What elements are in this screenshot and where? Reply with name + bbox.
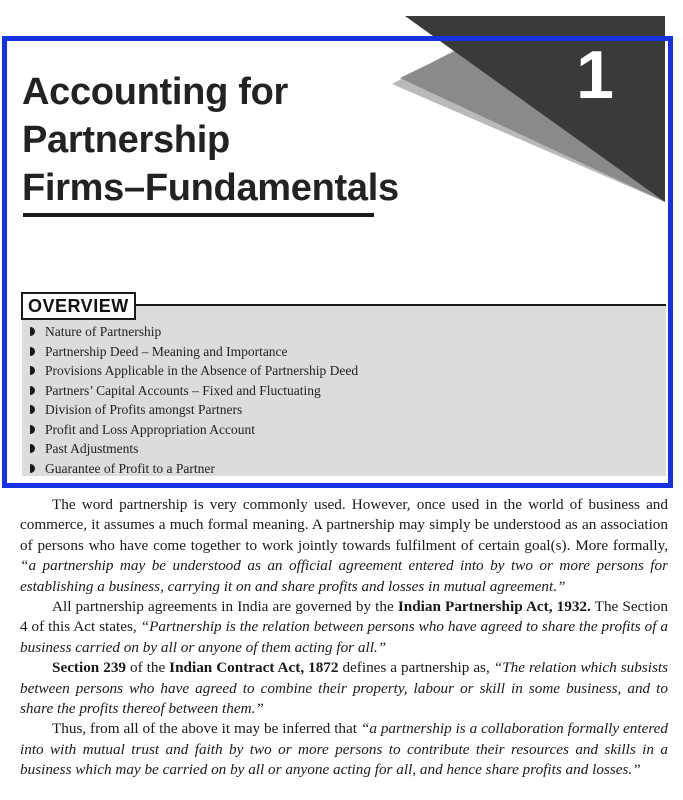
overview-item-label: Profit and Loss Appropriation Account xyxy=(45,421,255,437)
paragraph-text: The Section 4 of this Act states, xyxy=(20,598,668,636)
bullet-icon xyxy=(30,405,35,414)
paragraph xyxy=(20,658,668,719)
bullet-icon xyxy=(30,464,35,473)
paragraph-text: The word partnership is very commonly used. However, once used in the world of business and commerce, it assumes a much formal meaning. A partnership may simply be understood as an association of persons who have come together to work jointly towards fulfilment of certain goal(s). More formally, xyxy=(20,496,668,554)
definition-quote: “a partnership is a collaboration formally entered into with mutual trust and faith by two or more persons to contribute their resources and skills in a business which may be carried on by all or anyone acting for all, and hence share profits and losses.” xyxy=(20,720,668,779)
chapter-title-line: Firms–Fundamentals xyxy=(22,167,399,209)
overview-item xyxy=(30,400,358,420)
definition-quote: “a partnership may be understood as an official agreement entered into by two or more persons for establishing a business, carrying it on and share profits and losses in mutual agreement.” xyxy=(20,557,668,595)
paragraph xyxy=(20,495,668,597)
overview-item-label: Nature of Partnership xyxy=(45,324,162,339)
chapter-title-line: Partnership xyxy=(22,119,230,161)
overview-list xyxy=(30,322,358,478)
overview-item xyxy=(30,439,358,459)
act-name: Indian Contract Act, 1872 xyxy=(169,659,339,677)
bullet-icon xyxy=(30,366,35,375)
overview-item-label: Division of Profits amongst Partners xyxy=(45,402,243,417)
overview-item xyxy=(30,361,358,381)
paragraph-text: Thus, from all of the above it may be inferred that xyxy=(52,720,361,738)
bullet-icon xyxy=(30,386,35,395)
overview-item xyxy=(30,342,358,362)
overview-item-label: Partnership Deed – Meaning and Importance xyxy=(45,343,288,359)
definition-quote: “Partnership is the relation between persons who have agreed to share the profits of a business carried on by all or anyone of them acting for all.” xyxy=(20,618,668,656)
overview-item xyxy=(30,420,358,440)
overview-item xyxy=(30,381,358,401)
bullet-icon xyxy=(30,327,35,336)
bullet-icon xyxy=(30,425,35,434)
overview-item xyxy=(30,322,358,342)
chapter-title xyxy=(22,68,399,212)
bullet-icon xyxy=(30,347,35,356)
chapter-number: 1 xyxy=(576,37,614,113)
overview-item-label: Past Adjustments xyxy=(45,441,139,456)
chapter-title-line: Accounting for xyxy=(22,71,288,113)
paragraph xyxy=(20,597,668,658)
overview-heading: OVERVIEW xyxy=(21,292,136,320)
paragraph-text: defines a partnership as, xyxy=(338,659,494,677)
paragraph-text: All partnership agreements in India are governed by the xyxy=(52,598,398,616)
definition-quote: “The relation which subsists between persons who have agreed to combine their property, labour or skill in some business, and to share the profits thereof between them.” xyxy=(20,659,668,718)
section-ref: Section 239 xyxy=(52,659,127,677)
body-text xyxy=(20,495,668,781)
act-name: Indian Partnership Act, 1932. xyxy=(397,598,591,616)
overview-item-label: Partners’ Capital Accounts – Fixed and Fluctuating xyxy=(45,382,321,398)
overview-item-label: Provisions Applicable in the Absence of Partnership Deed xyxy=(45,363,359,378)
paragraph-text: of the xyxy=(126,659,170,677)
bullet-icon xyxy=(30,444,35,453)
overview-item xyxy=(30,459,358,479)
overview-item-label: Guarantee of Profit to a Partner xyxy=(45,460,215,476)
overview-rule xyxy=(126,304,666,306)
title-underline xyxy=(23,213,374,217)
paragraph xyxy=(20,719,668,780)
